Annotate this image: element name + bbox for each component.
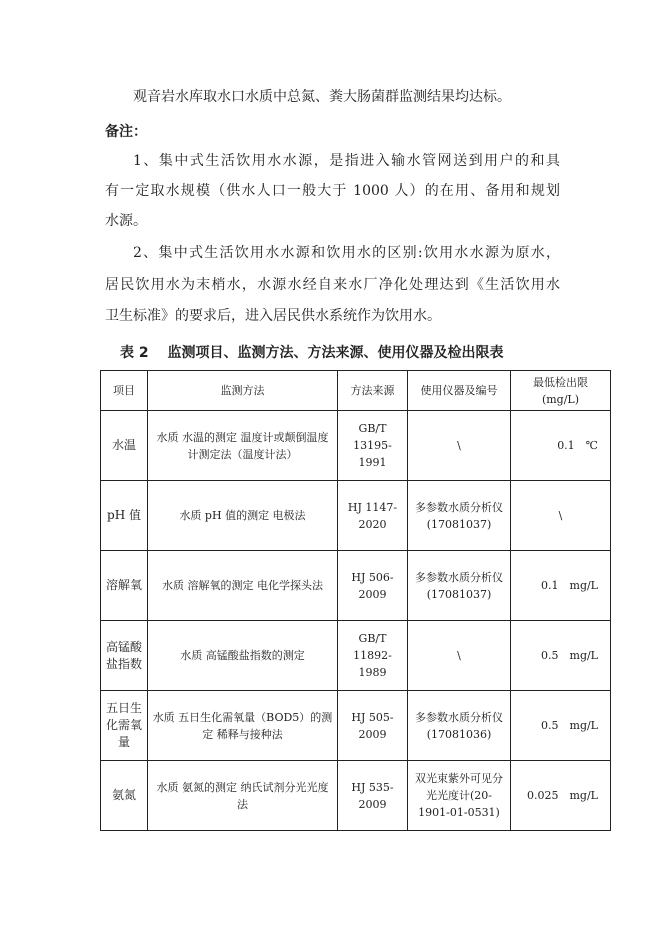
cell-source: GB/T 13195-1991 [338,411,408,481]
cell-method: 水质 溶解氧的测定 电化学探头法 [148,551,338,621]
cell-method: 水质 高锰酸盐指数的测定 [148,621,338,691]
cell-instrument: 多参数水质分析仪(17081037) [408,481,511,551]
intro-text: 观音岩水库取水口水质中总氮、粪大肠菌群监测结果均达标。 [133,89,511,105]
table-header-row [101,371,611,411]
table-row [101,411,611,481]
cell-limit: \ [511,481,611,551]
note2-line2: 居民饮用水为末梢水，水源水经自来水厂净化处理达到《生活饮用水 [105,277,560,293]
cell-method: 水质 氨氮的测定 纳氏试剂分光光度法 [148,761,338,831]
cell-source: GB/T 11892-1989 [338,621,408,691]
monitoring-table [100,370,611,831]
table-row [101,551,611,621]
cell-instrument: 多参数水质分析仪(17081036) [408,691,511,761]
header-instrument: 使用仪器及编号 [408,371,511,411]
table-row [101,481,611,551]
cell-item: 溶解氧 [101,551,148,621]
note1-line1: 1、集中式生活饮用水水源，是指进入输水管网送到用户的和具 [133,153,560,169]
header-limit: 最低检出限 (mg/L) [511,371,611,411]
cell-instrument: \ [408,621,511,691]
cell-item: 氨氮 [101,761,148,831]
table-row [101,691,611,761]
cell-item: pH 值 [101,481,148,551]
cell-instrument: 双光束紫外可见分光光度计(20-1901-01-0531) [408,761,511,831]
cell-method: 水质 pH 值的测定 电极法 [148,481,338,551]
cell-instrument: \ [408,411,511,481]
header-source: 方法来源 [338,371,408,411]
table-caption: 表 2 监测项目、监测方法、方法来源、使用仪器及检出限表 [120,345,504,361]
cell-limit: 0.025 mg/L [511,761,611,831]
note2-line1: 2、集中式生活饮用水水源和饮用水的区别:饮用水水源为原水， [133,245,560,261]
cell-source: HJ 1147-2020 [338,481,408,551]
cell-method: 水质 五日生化需氧量（BOD5）的测定 稀释与接种法 [148,691,338,761]
cell-source: HJ 506-2009 [338,551,408,621]
note1-line3: 水源。 [105,213,147,229]
cell-source: HJ 505-2009 [338,691,408,761]
table-row [101,621,611,691]
cell-source: HJ 535-2009 [338,761,408,831]
note1-line2: 有一定取水规模（供水人口一般大于 1000 人）的在用、备用和规划 [105,183,560,199]
cell-limit: 0.5 mg/L [511,691,611,761]
cell-item: 水温 [101,411,148,481]
header-method: 监测方法 [148,371,338,411]
notes-title: 备注： [105,124,147,140]
header-item: 项目 [101,371,148,411]
cell-limit: 0.1 mg/L [511,551,611,621]
cell-instrument: 多参数水质分析仪(17081037) [408,551,511,621]
cell-method: 水质 水温的测定 温度计或颠倒温度计测定法（温度计法） [148,411,338,481]
cell-limit: 0.1 ℃ [511,411,611,481]
cell-item: 高锰酸盐指数 [101,621,148,691]
table-row [101,761,611,831]
cell-item: 五日生化需氧量 [101,691,148,761]
note2-line3: 卫生标准》的要求后，进入居民供水系统作为饮用水。 [105,308,441,324]
cell-limit: 0.5 mg/L [511,621,611,691]
